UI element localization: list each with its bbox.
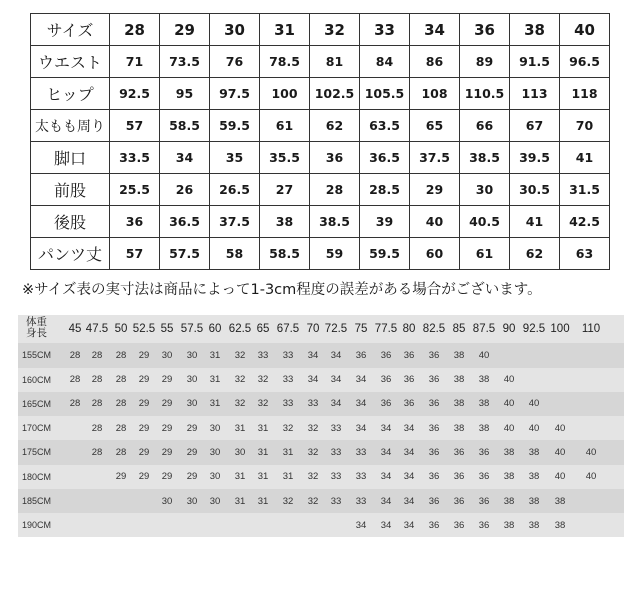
recommended-size-cell: 32 <box>282 495 294 507</box>
recommended-size-cell: 36 <box>428 519 440 531</box>
size-recommendation-chart <box>18 315 624 537</box>
weight-header-cell: 90 <box>502 323 516 335</box>
recommended-size-cell: 32 <box>234 398 246 410</box>
recommended-size-cell: 28 <box>115 374 127 386</box>
recommended-size-cell: 38 <box>478 398 490 410</box>
measurement-value: 37.5 <box>410 142 460 174</box>
height-axis-label: 身長 <box>26 327 47 339</box>
size-header-cell: 28 <box>110 14 160 46</box>
recommended-size-cell: 28 <box>69 398 81 410</box>
weight-header-cell: 87.5 <box>472 323 496 335</box>
recommended-size-cell: 36 <box>428 495 440 507</box>
weight-header-cell: 82.5 <box>422 323 446 335</box>
measurement-value: 26.5 <box>210 174 260 206</box>
recommended-size-cell: 34 <box>403 519 415 531</box>
recommended-size-cell: 38 <box>503 495 515 507</box>
recommended-size-cell: 34 <box>403 471 415 483</box>
recommended-size-cell: 32 <box>307 495 319 507</box>
measurement-value: 35.5 <box>260 142 310 174</box>
recommended-size-cell: 29 <box>161 471 173 483</box>
recommended-size-cell: 36 <box>478 471 490 483</box>
measurement-value: 30.5 <box>510 174 560 206</box>
recommended-size-cell: 38 <box>453 422 465 434</box>
measurement-value: 26 <box>160 174 210 206</box>
recommended-size-cell: 36 <box>428 398 440 410</box>
weight-header-cell: 85 <box>452 323 466 335</box>
recommended-size-cell: 40 <box>528 422 540 434</box>
weight-header-cell: 72.5 <box>324 323 348 335</box>
recommended-size-cell: 31 <box>282 471 294 483</box>
measurement-value: 105.5 <box>360 78 410 110</box>
weight-header-cell: 62.5 <box>228 323 252 335</box>
recommended-size-cell: 34 <box>403 495 415 507</box>
measurement-value: 91.5 <box>510 46 560 78</box>
recommended-size-cell: 34 <box>307 349 319 361</box>
measurement-value: 78.5 <box>260 46 310 78</box>
weight-header-cell: 50 <box>114 323 128 335</box>
recommended-size-cell: 33 <box>282 398 294 410</box>
recommended-size-cell: 29 <box>138 349 150 361</box>
measurement-label: ウエスト <box>31 46 110 78</box>
recommended-size-cell: 40 <box>478 349 490 361</box>
recommended-size-cell: 38 <box>453 374 465 386</box>
measurement-value: 60 <box>410 238 460 270</box>
measurement-value: 108 <box>410 78 460 110</box>
recommended-size-cell: 32 <box>234 349 246 361</box>
recommended-size-cell: 38 <box>554 495 566 507</box>
size-header-label: サイズ <box>31 14 110 46</box>
recommended-size-cell: 28 <box>69 349 81 361</box>
measurement-value: 59 <box>310 238 360 270</box>
height-label: 175CM <box>22 447 52 458</box>
size-table-row <box>31 142 610 174</box>
recommended-size-cell: 38 <box>478 422 490 434</box>
weight-header-cell: 92.5 <box>522 323 546 335</box>
recommended-size-cell: 34 <box>380 446 392 458</box>
measurement-value: 89 <box>460 46 510 78</box>
measurement-value: 61 <box>260 110 310 142</box>
recommended-size-cell: 30 <box>209 495 221 507</box>
weight-header-cell: 75 <box>354 323 368 335</box>
recommended-size-cell: 34 <box>355 398 367 410</box>
recommended-size-cell: 32 <box>307 446 319 458</box>
weight-header-cell: 70 <box>306 323 320 335</box>
measurement-label: 脚口 <box>31 142 110 174</box>
recommended-size-cell: 34 <box>403 422 415 434</box>
recommended-size-cell: 40 <box>503 374 515 386</box>
size-header-cell: 38 <box>510 14 560 46</box>
measurement-value: 102.5 <box>310 78 360 110</box>
measurement-label: ヒップ <box>31 78 110 110</box>
weight-header-cell: 60 <box>208 323 222 335</box>
measurement-value: 36 <box>110 206 160 238</box>
recommended-size-cell: 38 <box>453 349 465 361</box>
size-header-cell: 33 <box>360 14 410 46</box>
recommended-size-cell: 29 <box>161 374 173 386</box>
measurement-value: 58.5 <box>160 110 210 142</box>
recommended-size-cell: 29 <box>115 471 127 483</box>
recommended-size-cell: 33 <box>282 374 294 386</box>
recommended-size-cell: 33 <box>355 446 367 458</box>
measurement-value: 27 <box>260 174 310 206</box>
recommended-size-cell: 28 <box>91 422 103 434</box>
measurement-value: 97.5 <box>210 78 260 110</box>
weight-header-cell: 80 <box>402 323 416 335</box>
measurement-value: 66 <box>460 110 510 142</box>
recommended-size-cell: 34 <box>355 519 367 531</box>
measurement-value: 63 <box>560 238 610 270</box>
recommended-size-cell: 36 <box>428 422 440 434</box>
recommended-size-cell: 29 <box>161 446 173 458</box>
recommended-size-cell: 36 <box>380 398 392 410</box>
weight-header-cell: 67.5 <box>276 323 300 335</box>
recommended-size-cell: 40 <box>585 471 597 483</box>
recommended-size-cell: 30 <box>186 374 198 386</box>
measurement-value: 41 <box>510 206 560 238</box>
height-label: 190CM <box>22 520 52 531</box>
recommended-size-cell: 29 <box>186 471 198 483</box>
recommended-size-cell: 31 <box>209 349 221 361</box>
recommended-size-cell: 33 <box>330 422 342 434</box>
recommended-size-cell: 36 <box>428 374 440 386</box>
measurement-value: 38 <box>260 206 310 238</box>
measurement-value: 81 <box>310 46 360 78</box>
height-row <box>18 367 624 392</box>
recommended-size-cell: 29 <box>161 422 173 434</box>
measurement-value: 58 <box>210 238 260 270</box>
size-table-row <box>31 46 610 78</box>
measurement-value: 35 <box>210 142 260 174</box>
size-header-row <box>31 14 610 46</box>
measurement-value: 84 <box>360 46 410 78</box>
recommended-size-cell: 29 <box>186 446 198 458</box>
recommended-size-cell: 30 <box>161 495 173 507</box>
recommended-size-cell: 34 <box>380 471 392 483</box>
measurement-value: 65 <box>410 110 460 142</box>
recommended-size-cell: 28 <box>91 349 103 361</box>
recommended-size-cell: 34 <box>355 422 367 434</box>
measurement-value: 33.5 <box>110 142 160 174</box>
measurement-value: 118 <box>560 78 610 110</box>
measurement-label: 後股 <box>31 206 110 238</box>
recommended-size-cell: 38 <box>528 519 540 531</box>
recommended-size-cell: 32 <box>257 374 269 386</box>
weight-header-row <box>18 315 624 343</box>
recommended-size-cell: 33 <box>330 446 342 458</box>
recommended-size-cell: 30 <box>161 349 173 361</box>
recommended-size-cell: 31 <box>257 422 269 434</box>
recommended-size-cell: 31 <box>257 446 269 458</box>
recommended-size-cell: 29 <box>138 374 150 386</box>
size-table-row <box>31 110 610 142</box>
measurement-value: 34 <box>160 142 210 174</box>
measurement-value: 86 <box>410 46 460 78</box>
weight-header-cell: 52.5 <box>132 323 156 335</box>
recommended-size-cell: 38 <box>503 446 515 458</box>
size-header-cell: 30 <box>210 14 260 46</box>
recommended-size-cell: 33 <box>330 495 342 507</box>
recommended-size-cell: 28 <box>69 374 81 386</box>
recommended-size-cell: 38 <box>528 446 540 458</box>
height-row <box>18 513 624 538</box>
recommended-size-cell: 31 <box>257 471 269 483</box>
height-row <box>18 343 624 368</box>
weight-header-cell: 45 <box>68 323 82 335</box>
size-table <box>30 13 610 270</box>
size-table-row <box>31 206 610 238</box>
height-label: 165CM <box>22 398 52 409</box>
measurement-value: 38.5 <box>310 206 360 238</box>
recommended-size-cell: 30 <box>209 422 221 434</box>
recommended-size-cell: 34 <box>380 495 392 507</box>
measurement-value: 57 <box>110 110 160 142</box>
recommended-size-cell: 36 <box>478 495 490 507</box>
size-table-row <box>31 238 610 270</box>
recommended-size-cell: 36 <box>380 349 392 361</box>
recommended-size-cell: 36 <box>428 349 440 361</box>
measurement-value: 40.5 <box>460 206 510 238</box>
measurement-value: 38.5 <box>460 142 510 174</box>
recommended-size-cell: 33 <box>330 471 342 483</box>
height-label: 160CM <box>22 374 52 385</box>
recommended-size-cell: 40 <box>585 446 597 458</box>
recommended-size-cell: 29 <box>161 398 173 410</box>
recommended-size-cell: 28 <box>115 398 127 410</box>
recommended-size-cell: 40 <box>503 398 515 410</box>
recommended-size-cell: 30 <box>186 398 198 410</box>
recommended-size-cell: 28 <box>115 446 127 458</box>
measurement-value: 39.5 <box>510 142 560 174</box>
measurement-value: 36 <box>310 142 360 174</box>
measurement-value: 113 <box>510 78 560 110</box>
recommended-size-cell: 30 <box>209 471 221 483</box>
size-header-cell: 31 <box>260 14 310 46</box>
recommended-size-cell: 31 <box>209 398 221 410</box>
measurement-value: 71 <box>110 46 160 78</box>
weight-header-cell: 47.5 <box>85 323 109 335</box>
recommended-size-cell: 38 <box>528 471 540 483</box>
recommended-size-cell: 40 <box>554 471 566 483</box>
size-header-cell: 34 <box>410 14 460 46</box>
measurement-label: 太もも周り <box>31 110 110 142</box>
measurement-value: 95 <box>160 78 210 110</box>
measurement-value: 63.5 <box>360 110 410 142</box>
recommended-size-cell: 34 <box>355 374 367 386</box>
recommended-size-cell: 28 <box>115 349 127 361</box>
recommended-size-cell: 38 <box>554 519 566 531</box>
size-header-cell: 40 <box>560 14 610 46</box>
recommended-size-cell: 31 <box>209 374 221 386</box>
recommended-size-cell: 36 <box>478 519 490 531</box>
recommended-size-cell: 30 <box>234 446 246 458</box>
recommended-size-cell: 38 <box>453 398 465 410</box>
weight-header-cell: 77.5 <box>374 323 398 335</box>
recommended-size-cell: 33 <box>282 349 294 361</box>
recommended-size-cell: 36 <box>453 519 465 531</box>
recommended-size-cell: 36 <box>453 471 465 483</box>
measurement-value: 100 <box>260 78 310 110</box>
recommended-size-cell: 38 <box>503 471 515 483</box>
measurement-value: 62 <box>310 110 360 142</box>
measurement-value: 57 <box>110 238 160 270</box>
recommended-size-cell: 32 <box>257 398 269 410</box>
recommended-size-cell: 28 <box>91 374 103 386</box>
recommended-size-cell: 31 <box>282 446 294 458</box>
size-header-cell: 36 <box>460 14 510 46</box>
recommended-size-cell: 30 <box>186 495 198 507</box>
recommended-size-cell: 31 <box>234 495 246 507</box>
recommended-size-cell: 34 <box>380 422 392 434</box>
recommended-size-cell: 32 <box>307 471 319 483</box>
recommended-size-cell: 38 <box>478 374 490 386</box>
size-header-cell: 29 <box>160 14 210 46</box>
recommended-size-cell: 38 <box>503 519 515 531</box>
recommended-size-cell: 29 <box>138 471 150 483</box>
measurement-value: 73.5 <box>160 46 210 78</box>
recommended-size-cell: 31 <box>234 422 246 434</box>
recommended-size-cell: 34 <box>403 446 415 458</box>
measurement-value: 37.5 <box>210 206 260 238</box>
height-label: 155CM <box>22 350 52 361</box>
measurement-value: 58.5 <box>260 238 310 270</box>
recommended-size-cell: 29 <box>138 446 150 458</box>
weight-axis-label: 体重 <box>26 316 47 328</box>
weight-header-cell: 110 <box>581 323 601 335</box>
height-row <box>18 489 624 514</box>
measurement-value: 31.5 <box>560 174 610 206</box>
weight-header-cell: 100 <box>550 323 570 335</box>
measurement-value: 57.5 <box>160 238 210 270</box>
recommended-size-cell: 36 <box>428 471 440 483</box>
recommended-size-cell: 29 <box>138 398 150 410</box>
recommended-size-cell: 36 <box>403 349 415 361</box>
recommended-size-cell: 36 <box>453 495 465 507</box>
weight-header-cell: 55 <box>160 323 174 335</box>
recommended-size-cell: 28 <box>91 398 103 410</box>
measurement-label: パンツ丈 <box>31 238 110 270</box>
height-label: 185CM <box>22 496 52 507</box>
measurement-value: 61 <box>460 238 510 270</box>
size-header-cell: 32 <box>310 14 360 46</box>
recommended-size-cell: 36 <box>478 446 490 458</box>
recommended-size-cell: 34 <box>307 374 319 386</box>
recommended-size-cell: 36 <box>403 398 415 410</box>
recommended-size-cell: 36 <box>380 374 392 386</box>
recommended-size-cell: 29 <box>138 422 150 434</box>
measurement-value: 30 <box>460 174 510 206</box>
recommended-size-cell: 36 <box>403 374 415 386</box>
recommended-size-cell: 28 <box>91 446 103 458</box>
size-table-row <box>31 78 610 110</box>
measurement-value: 67 <box>510 110 560 142</box>
recommended-size-cell: 36 <box>428 446 440 458</box>
height-label: 170CM <box>22 423 52 434</box>
measurement-value: 28 <box>310 174 360 206</box>
recommended-size-cell: 40 <box>528 398 540 410</box>
recommended-size-cell: 28 <box>115 422 127 434</box>
weight-header-cell: 65 <box>256 323 270 335</box>
recommended-size-cell: 36 <box>355 349 367 361</box>
measurement-value: 62 <box>510 238 560 270</box>
measurement-value: 59.5 <box>210 110 260 142</box>
recommended-size-cell: 40 <box>503 422 515 434</box>
height-label: 180CM <box>22 471 52 482</box>
recommended-size-cell: 34 <box>330 349 342 361</box>
recommended-size-cell: 32 <box>307 422 319 434</box>
recommended-size-cell: 32 <box>234 374 246 386</box>
recommended-size-cell: 31 <box>257 495 269 507</box>
recommended-size-cell: 29 <box>186 422 198 434</box>
recommended-size-cell: 38 <box>528 495 540 507</box>
measurement-value: 59.5 <box>360 238 410 270</box>
recommended-size-cell: 30 <box>186 349 198 361</box>
recommended-size-cell: 32 <box>282 422 294 434</box>
measurement-value: 70 <box>560 110 610 142</box>
measurement-value: 92.5 <box>110 78 160 110</box>
measurement-value: 41 <box>560 142 610 174</box>
measurement-value: 40 <box>410 206 460 238</box>
recommended-size-cell: 33 <box>355 495 367 507</box>
measurement-value: 25.5 <box>110 174 160 206</box>
height-row <box>18 465 624 490</box>
recommended-size-cell: 40 <box>554 446 566 458</box>
measurement-value: 28.5 <box>360 174 410 206</box>
measurement-value: 36.5 <box>160 206 210 238</box>
measurement-value: 76 <box>210 46 260 78</box>
recommended-size-cell: 34 <box>380 519 392 531</box>
measurement-value: 29 <box>410 174 460 206</box>
weight-header-cell: 57.5 <box>180 323 204 335</box>
recommended-size-cell: 33 <box>257 349 269 361</box>
recommended-size-cell: 34 <box>330 374 342 386</box>
recommended-size-cell: 36 <box>453 446 465 458</box>
measurement-value: 96.5 <box>560 46 610 78</box>
measurement-label: 前股 <box>31 174 110 206</box>
measurement-value: 36.5 <box>360 142 410 174</box>
height-row <box>18 440 624 465</box>
height-row <box>18 392 624 417</box>
recommended-size-cell: 40 <box>554 422 566 434</box>
measurement-value: 110.5 <box>460 78 510 110</box>
measurement-value: 39 <box>360 206 410 238</box>
height-row <box>18 416 624 441</box>
recommended-size-cell: 34 <box>330 398 342 410</box>
recommended-size-cell: 33 <box>355 471 367 483</box>
size-note: ※サイズ表の実寸法は商品によって1-3cm程度の誤差がある場合がございます。 <box>22 282 542 298</box>
recommended-size-cell: 30 <box>209 446 221 458</box>
measurement-value: 42.5 <box>560 206 610 238</box>
recommended-size-cell: 31 <box>234 471 246 483</box>
recommended-size-cell: 33 <box>307 398 319 410</box>
size-table-row <box>31 174 610 206</box>
